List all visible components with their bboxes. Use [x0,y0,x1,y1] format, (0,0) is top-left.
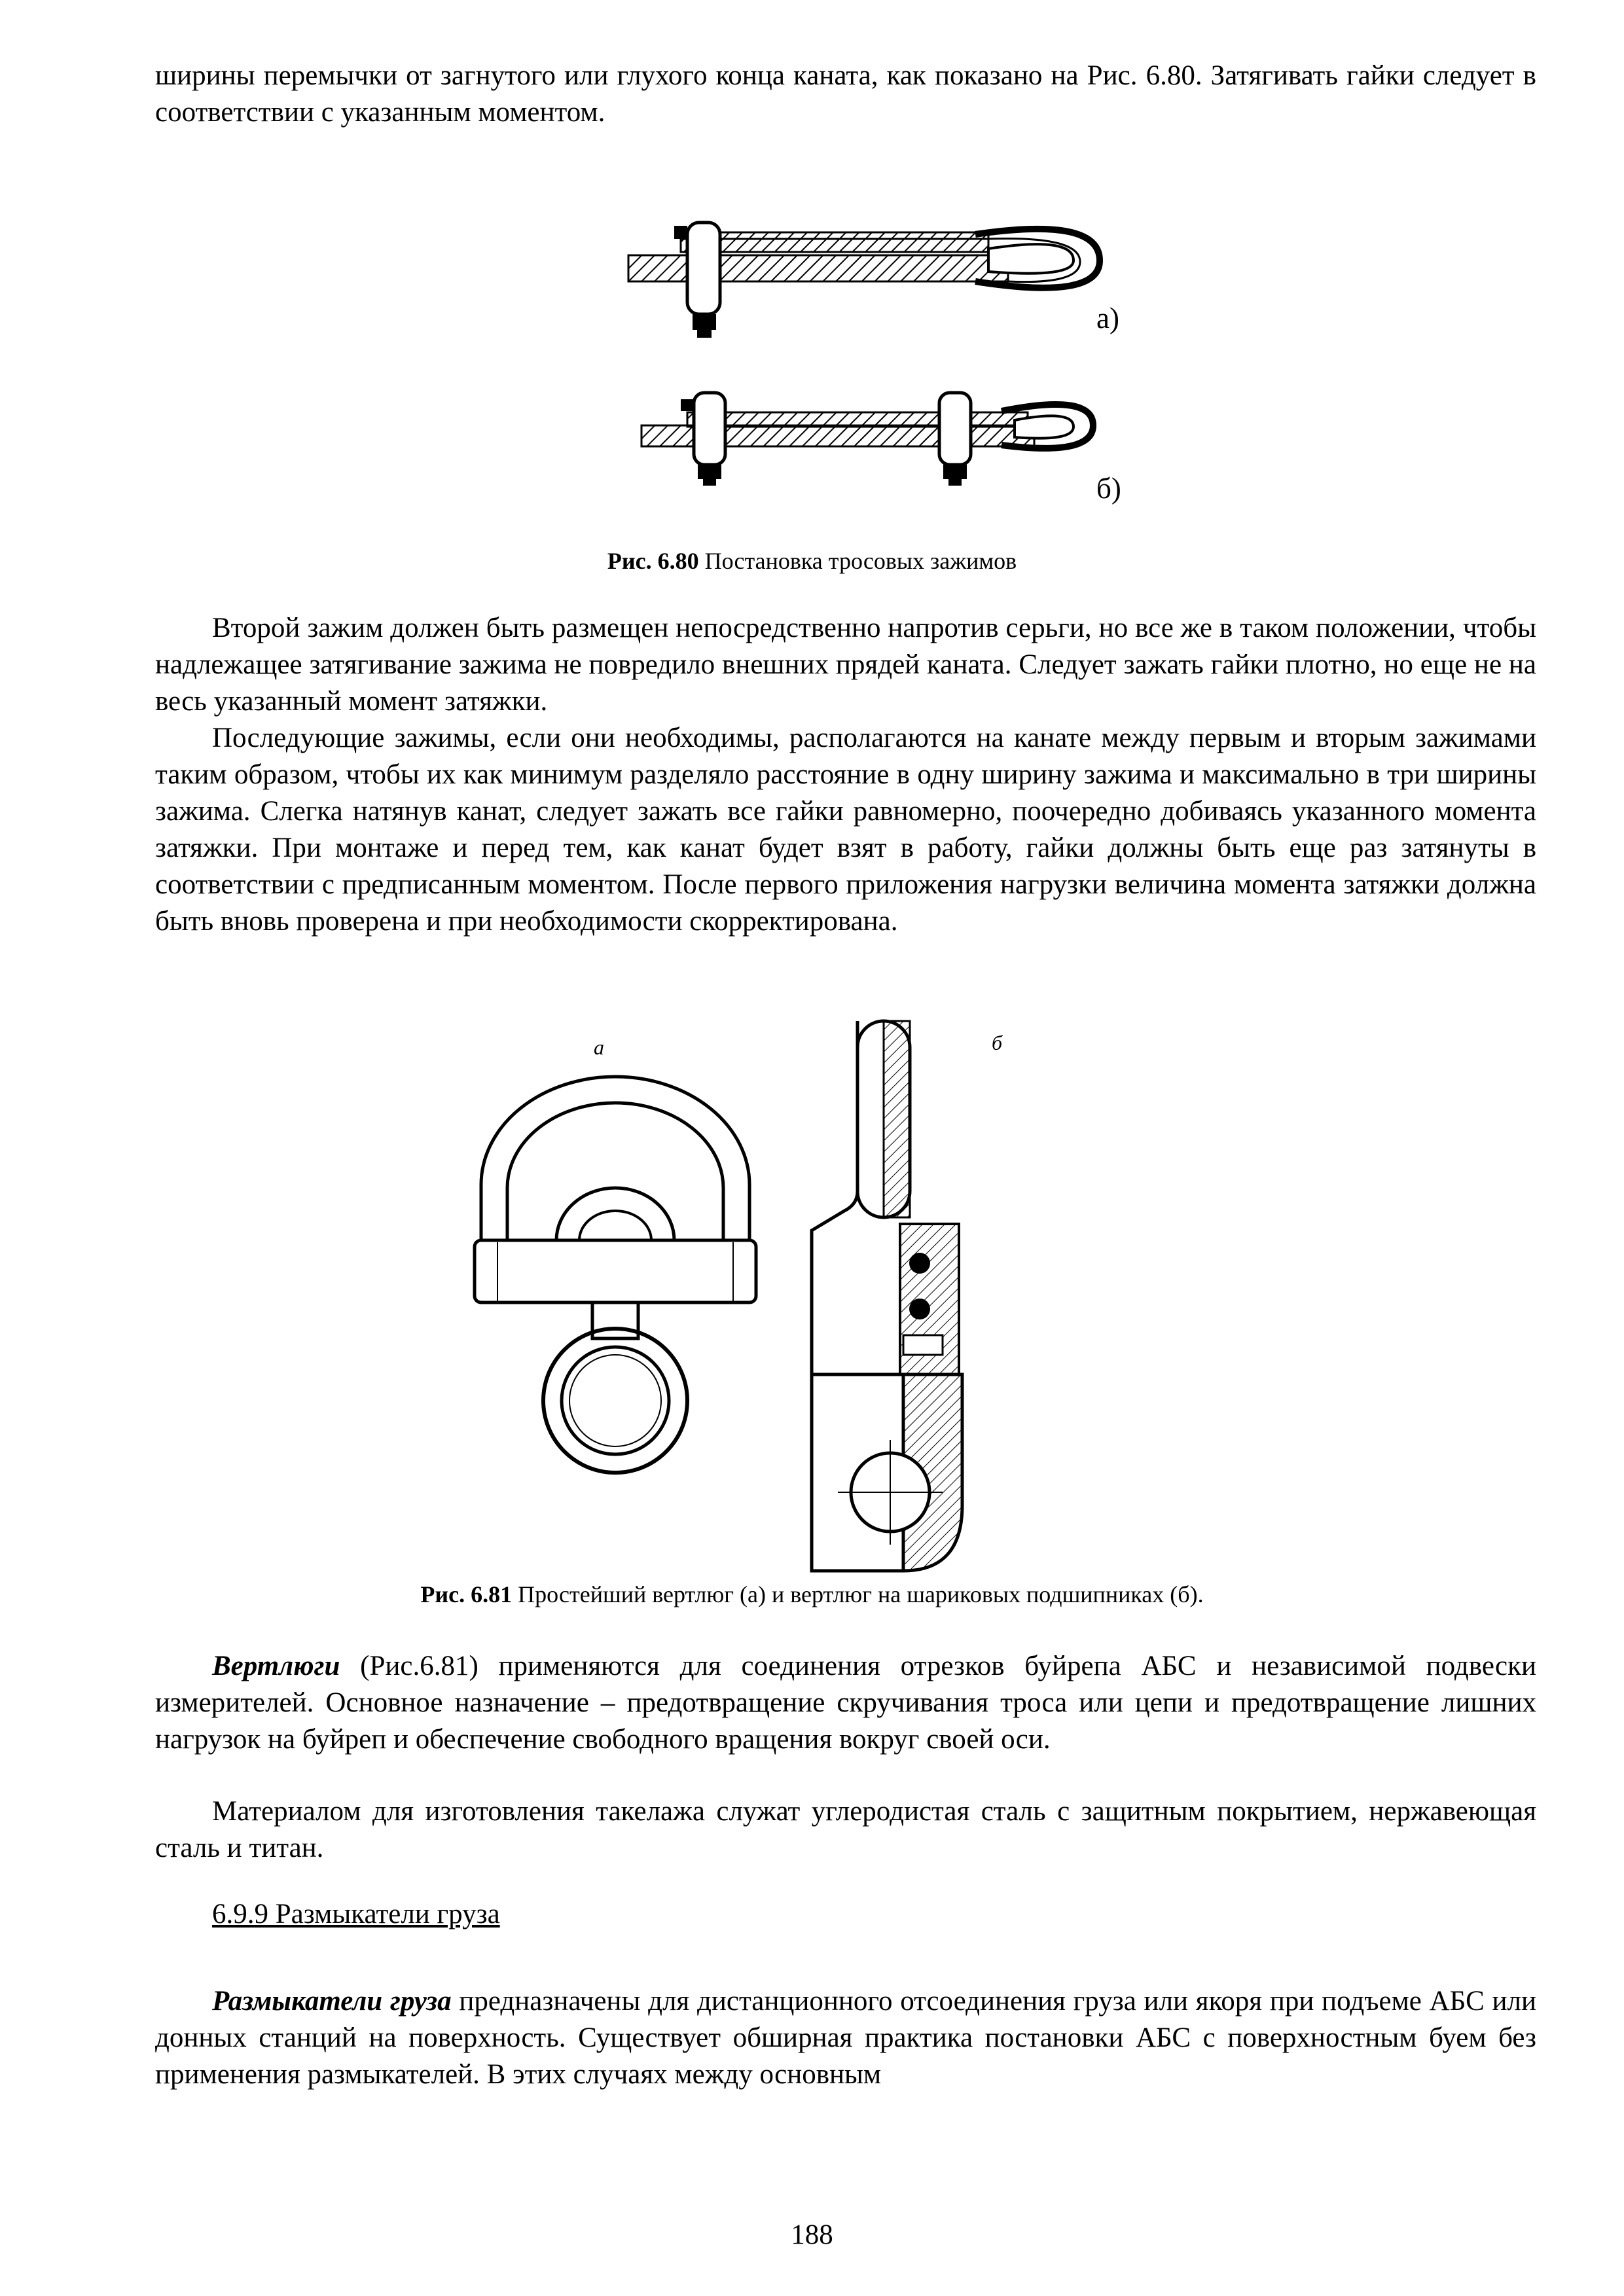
paragraph-second-clamp: Второй зажим должен быть размещен непосредственно напротив серьги, но все же в таком положении, чтобы надлежащее затягивание зажима не повредило внешних прядей каната. Следует зажать гайки плотно, но еще не на весь указанный момент затяжки. [155,613,1536,717]
paragraph-swivels-text: (Рис.6.81) применяются для соединения отрезков буйрепа АБС и независимой подвески измерителей. Основное назначение – предотвращение скручивания троса или цепи и предотвращение лишних нагрузок на буйреп и обеспечение свободного вращения вокруг своей оси. [155,1651,1536,1755]
caption-text: Простейший вертлюг (а) и вертлюг на шариковых подшипниках (б). [512,1581,1204,1607]
page-number: 188 [791,2219,833,2250]
figure-6-80-caption [0,547,1624,575]
figure-6-80-b [635,380,1106,497]
caption-number: Рис. 6.81 [420,1581,513,1607]
paragraph-release-text: предназначены для дистанционного отсоединения груза или якоря при подъеме АБС или донных станций на поверхность. Существует обширная практика постановки АБС с поверхностным буем без применения размыкателей. В этих случаях между основным [155,1986,1536,2090]
caption-number: Рис. 6.80 [607,548,699,574]
figure-6-81-label-b: б [992,1031,1003,1054]
term-release: Размыкатели груза [212,1986,452,2017]
figure-label-a: а) [1096,302,1119,334]
figure-6-81-a-simple-swivel [471,1073,759,1479]
caption-text: Постановка тросовых зажимов [698,548,1017,574]
paragraph-intro: ширины перемычки от загнутого или глухого конца каната, как показано на Рис. 6.80. Затягивать гайки следует в соответствии с указанным моментом. [155,60,1536,128]
figure-6-81-b-ball-bearing-swivel [805,1008,1001,1577]
term-swivels: Вертлюги [212,1651,340,1681]
figure-6-81-label-a: а [594,1035,604,1059]
figure-6-81-caption [0,1581,1624,1608]
paragraph-subsequent-clamps: Последующие зажимы, если они необходимы, располагаются на канате между первым и вторым зажимами таким образом, чтобы их как минимум разделяло расстояние в одну ширину зажима и максимально в три ширины зажима. Слегка натянув канат, следует зажать все гайки равномерно, поочередно добиваясь указанного момента затяжки. При монтаже и перед тем, как канат будет взят в работу, гайки должны быть еще раз затянуты в соответствии с предписанным моментом. После первого приложения нагрузки величина момента затяжки должна быть вновь проверена и при необходимости скорректирована. [155,723,1536,937]
paragraph-release [155,1983,1536,2093]
figure-6-80-a [622,209,1119,340]
figure-label-b: б) [1096,472,1121,505]
paragraph-swivels [155,1648,1536,1758]
section-heading: 6.9.9 Размыкатели груза [212,1899,500,1929]
paragraph-materials: Материалом для изготовления такелажа служат углеродистая сталь с защитным покрытием, нержавеющая сталь и титан. [155,1796,1536,1863]
